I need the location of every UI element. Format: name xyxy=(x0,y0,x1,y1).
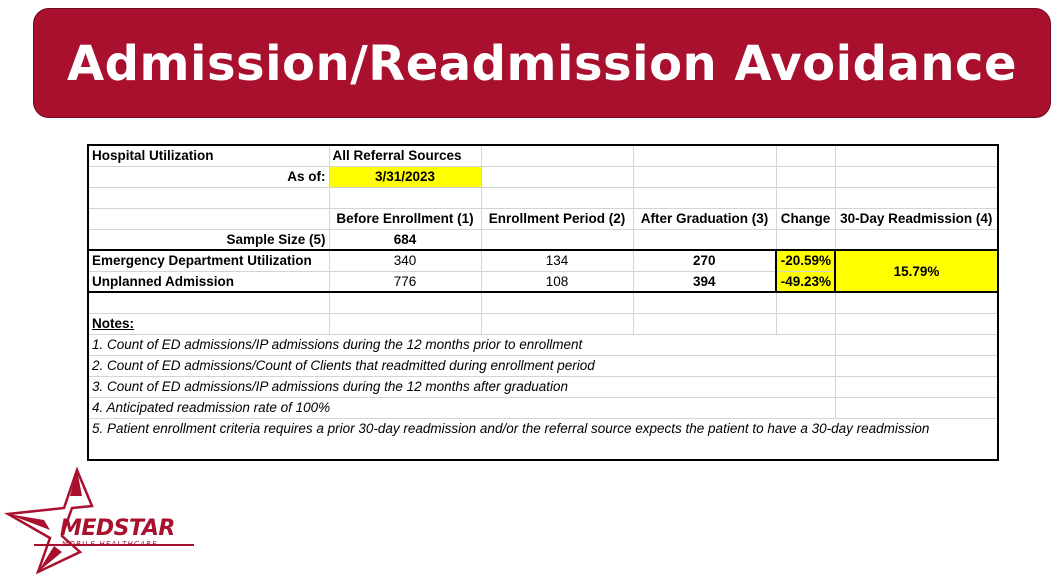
header-label: Hospital Utilization xyxy=(88,145,329,166)
row-label: Emergency Department Utilization xyxy=(88,250,329,271)
table-row xyxy=(88,166,998,187)
source-label: All Referral Sources xyxy=(329,145,481,166)
note-item: 2. Count of ED admissions/Count of Clients that readmitted during enrollment period xyxy=(88,355,835,376)
cell-enrollment: 134 xyxy=(481,250,633,271)
table-row xyxy=(88,292,998,313)
cell-change: -20.59% xyxy=(776,250,835,271)
logo-tagline: MOBILE HEALTHCARE xyxy=(62,540,158,548)
cell-after: 394 xyxy=(633,271,776,292)
note-item: 4. Anticipated readmission rate of 100% xyxy=(88,397,835,418)
note-item: 1. Count of ED admissions/IP admissions during the 12 months prior to enrollment xyxy=(88,334,835,355)
cell-before: 340 xyxy=(329,250,481,271)
note-item: 5. Patient enrollment criteria requires a prior 30-day readmission and/or the referral source expects the patient to have a 30-day readmission xyxy=(88,418,998,460)
title-banner xyxy=(33,8,1051,118)
as-of-label: As of: xyxy=(88,166,329,187)
column-header: Before Enrollment (1) xyxy=(329,208,481,229)
note-row xyxy=(88,334,998,355)
column-header-row xyxy=(88,208,998,229)
column-header: After Graduation (3) xyxy=(633,208,776,229)
note-row xyxy=(88,397,998,418)
column-header: Enrollment Period (2) xyxy=(481,208,633,229)
note-row xyxy=(88,418,998,460)
cell-enrollment: 108 xyxy=(481,271,633,292)
note-item: 3. Count of ED admissions/IP admissions during the 12 months after graduation xyxy=(88,376,835,397)
row-label: Unplanned Admission xyxy=(88,271,329,292)
table-row xyxy=(88,145,998,166)
page-title: Admission/Readmission Avoidance xyxy=(66,36,1018,92)
table-row xyxy=(88,250,998,271)
column-header: 30-Day Readmission (4) xyxy=(835,208,998,229)
notes-heading: Notes: xyxy=(88,313,329,334)
as-of-date: 3/31/2023 xyxy=(329,166,481,187)
sample-size-row xyxy=(88,229,998,250)
cell-change: -49.23% xyxy=(776,271,835,292)
cell-after: 270 xyxy=(633,250,776,271)
hospital-utilization-table xyxy=(87,144,999,461)
note-row xyxy=(88,376,998,397)
sample-size-value: 684 xyxy=(329,229,481,250)
sample-size-label: Sample Size (5) xyxy=(88,229,329,250)
readmission-value: 15.79% xyxy=(835,250,998,292)
note-row xyxy=(88,355,998,376)
logo-wordmark: MEDSTAR xyxy=(60,516,175,541)
cell-before: 776 xyxy=(329,271,481,292)
column-header: Change xyxy=(776,208,835,229)
notes-heading-row xyxy=(88,313,998,334)
table-row xyxy=(88,187,998,208)
